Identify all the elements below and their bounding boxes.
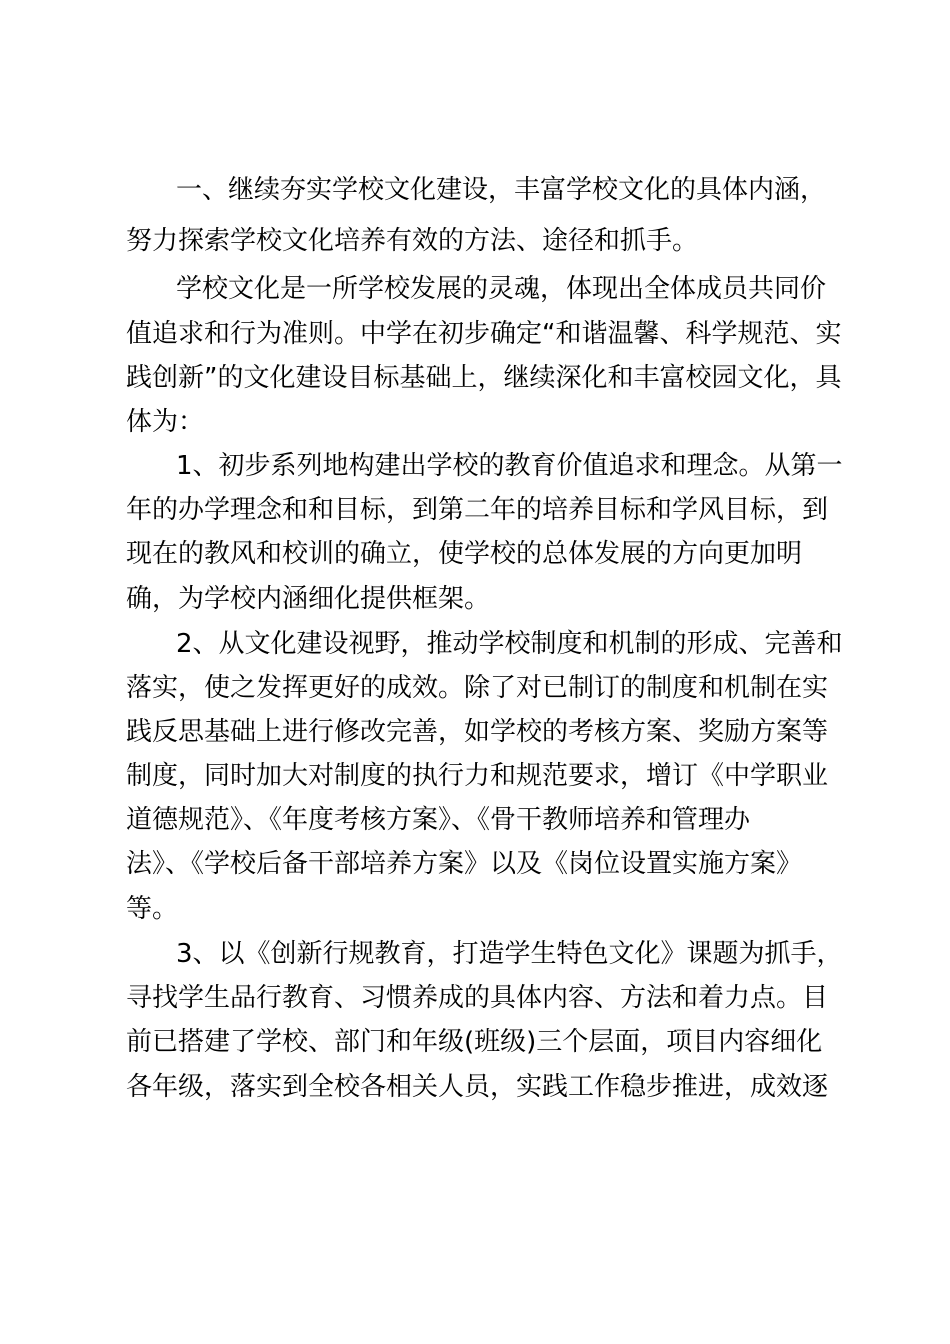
paragraph-line: 确，为学校内涵细化提供框架。 bbox=[126, 584, 491, 614]
paragraph-line: 落实，使之发挥更好的成效。除了对已制订的制度和机制在实 bbox=[126, 673, 829, 703]
paragraph-line: 前已搭建了学校、部门和年级(班级)三个层面，项目内容细化 bbox=[126, 1027, 823, 1057]
paragraph-line: 践创新”的文化建设目标基础上，继续深化和丰富校园文化，具 bbox=[126, 363, 842, 393]
paragraph-line: 法》、《学校后备干部培养方案》以及《岗位设置实施方案》 bbox=[126, 849, 803, 879]
paragraph-line: 道德规范》、《年度考核方案》、《骨干教师培养和管理办 bbox=[126, 805, 751, 835]
paragraph-line: 践反思基础上进行修改完善，如学校的考核方案、奖励方案等 bbox=[126, 717, 829, 747]
paragraph-line: 年的办学理念和和目标，到第二年的培养目标和学风目标，到 bbox=[126, 495, 829, 525]
paragraph-line: 制度，同时加大对制度的执行力和规范要求，增订《中学职业 bbox=[126, 761, 829, 791]
paragraph-line: 2、从文化建设视野，推动学校制度和机制的形成、完善和 bbox=[176, 629, 843, 659]
paragraph-line: 各年级，落实到全校各相关人员，实践工作稳步推进，成效逐 bbox=[126, 1072, 829, 1102]
paragraph-line: 寻找学生品行教育、习惯养成的具体内容、方法和着力点。目 bbox=[126, 983, 829, 1013]
paragraph-line: 3、以《创新行规教育，打造学生特色文化》课题为抓手， bbox=[176, 939, 843, 969]
paragraph-line: 1、初步系列地构建出学校的教育价值追求和理念。从第一 bbox=[176, 451, 843, 481]
paragraph-line: 学校文化是一所学校发展的灵魂，体现出全体成员共同价 bbox=[176, 274, 827, 304]
section-heading-line-2: 努力探索学校文化培养有效的方法、途径和抓手。 bbox=[126, 226, 699, 256]
section-heading-line-1: 一、继续夯实学校文化建设，丰富学校文化的具体内涵， bbox=[176, 175, 827, 205]
paragraph-line: 体为： bbox=[126, 407, 205, 437]
paragraph-line: 现在的教风和校训的确立，使学校的总体发展的方向更加明 bbox=[126, 539, 803, 569]
paragraph-line: 值追求和行为准则。中学在初步确定“和谐温馨、科学规范、实 bbox=[126, 319, 842, 349]
paragraph-line: 等。 bbox=[126, 894, 179, 924]
